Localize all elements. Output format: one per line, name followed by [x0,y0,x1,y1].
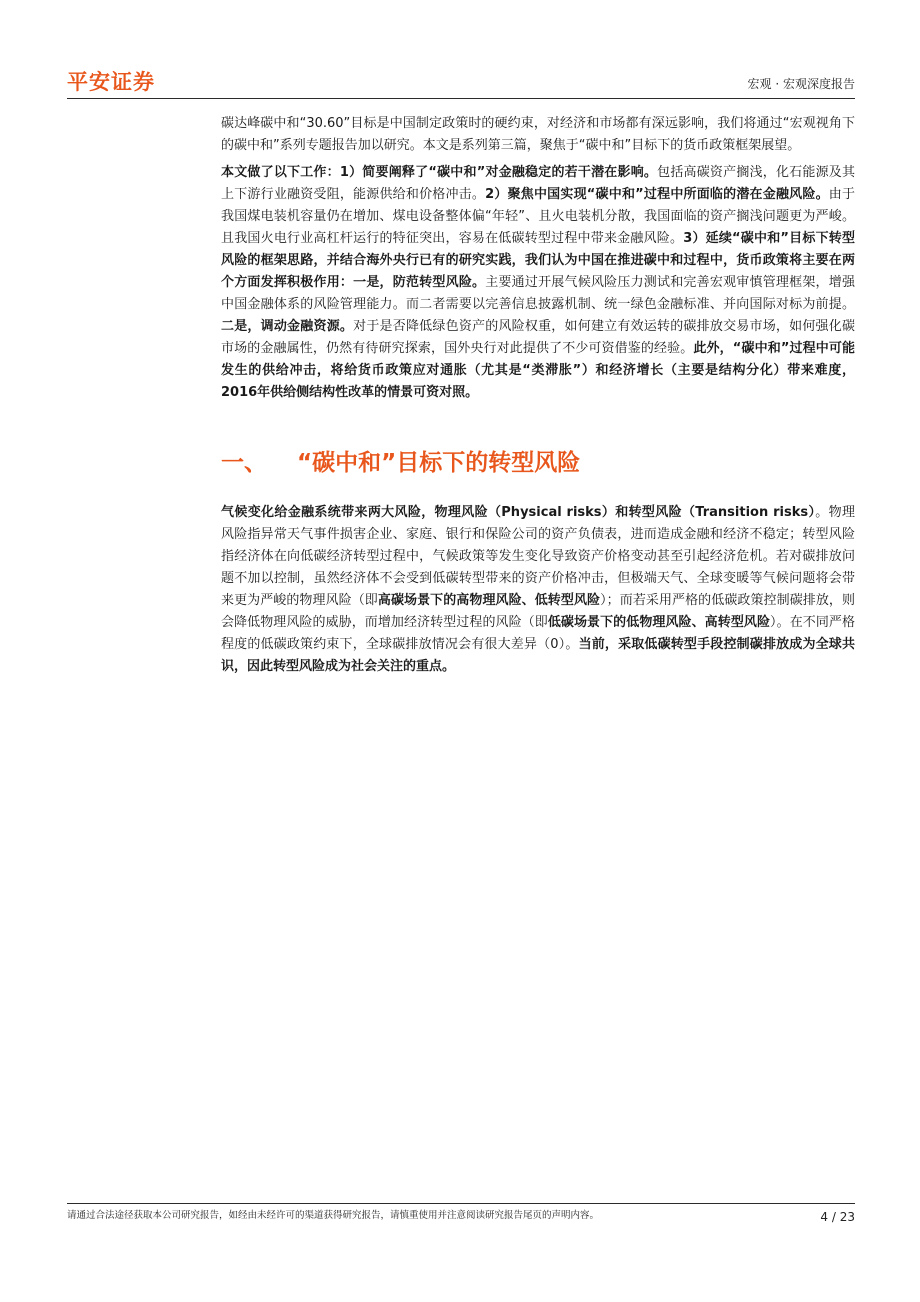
company-logo: 平安证券 [67,70,155,94]
main-content [221,113,855,678]
header-divider [67,98,855,99]
report-type-label: 宏观 · 宏观深度报告 [747,77,855,91]
footer-disclaimer: 请通过合法途径获取本公司研究报告，如经由未经许可的渠道获得研究报告，请慎重使用并注意阅读研究报告尾页的声明内容。 [67,1210,600,1221]
section-paragraph: 气候变化给金融系统带来两大风险，物理风险（Physical risks）和转型风险（Transition risks）。物理风险指异常天气事件损害企业、家庭、银行和保险公司的资产负债表，进而造成金融和经济不稳定；转型风险指经济体在向低碳经济转型过程中，气候政策等发生变化导致资产价格变动甚至引起经济危机。若对碳排放问题不加以控制，虽然经济体不会受到低碳转型带来的资产价格冲击，但极端天气、全球变暖等气候问题将会带来更为严峻的物理风险（即高碳场景下的高物理风险、低转型风险）；而若采用严格的低碳政策控制碳排放，则会降低物理风险的威胁，而增加经济转型过程的风险（即低碳场景下的低物理风险、高转型风险）。在不同严格程度的低碳政策约束下，全球碳排放情况会有很大差异（0）。当前，采取低碳转型手段控制碳排放成为全球共识，因此转型风险成为社会关注的重点。 [221,505,855,674]
summary-paragraph: 本文做了以下工作：1）简要阐释了“碳中和”对金融稳定的若干潜在影响。包括高碳资产搁浅，化石能源及其上下游行业融资受阻，能源供给和价格冲击。2）聚焦中国实现“碳中和”过程中所面临的潜在金融风险。由于我国煤电装机容量仍在增加、煤电设备整体偏“年轻”、且火电装机分散，我国面临的资产搁浅问题更为严峻。且我国火电行业高杠杆运行的特征突出，容易在低碳转型过程中带来金融风险。3）延续“碳中和”目标下转型风险的框架思路，并结合海外央行已有的研究实践，我们认为中国在推进碳中和过程中，货币政策将主要在两个方面发挥积极作用：一是，防范转型风险。主要通过开展气候风险压力测试和完善宏观审慎管理框架，增强中国金融体系的风险管理能力。而二者需要以完善信息披露机制、统一绿色金融标准、并向国际对标为前提。二是，调动金融资源。对于是否降低绿色资产的风险权重，如何建立有效运转的碳排放交易市场，如何强化碳市场的金融属性，仍然有待研究探索，国外央行对此提供了不少可资借鉴的经验。此外，“碳中和”过程中可能发生的供给冲击，将给货币政策应对通胀（尤其是“类滞胀”）和经济增长（主要是结构分化）带来难度，2016年供给侧结构性改革的情景可资对照。 [221,165,855,400]
section-heading [221,448,855,478]
section-number: 一、 [221,450,267,476]
footer-divider [67,1203,855,1204]
intro-paragraph: 碳达峰碳中和“30.60”目标是中国制定政策时的硬约束，对经济和市场都有深远影响，我们将通过“宏观视角下的碳中和”系列专题报告加以研究。本文是系列第三篇，聚焦于“碳中和”目标下的货币政策框架展望。 [221,116,855,153]
page-header [67,62,855,102]
section-title: “碳中和”目标下的转型风险 [297,450,581,476]
page-number: 4 / 23 [820,1210,855,1224]
